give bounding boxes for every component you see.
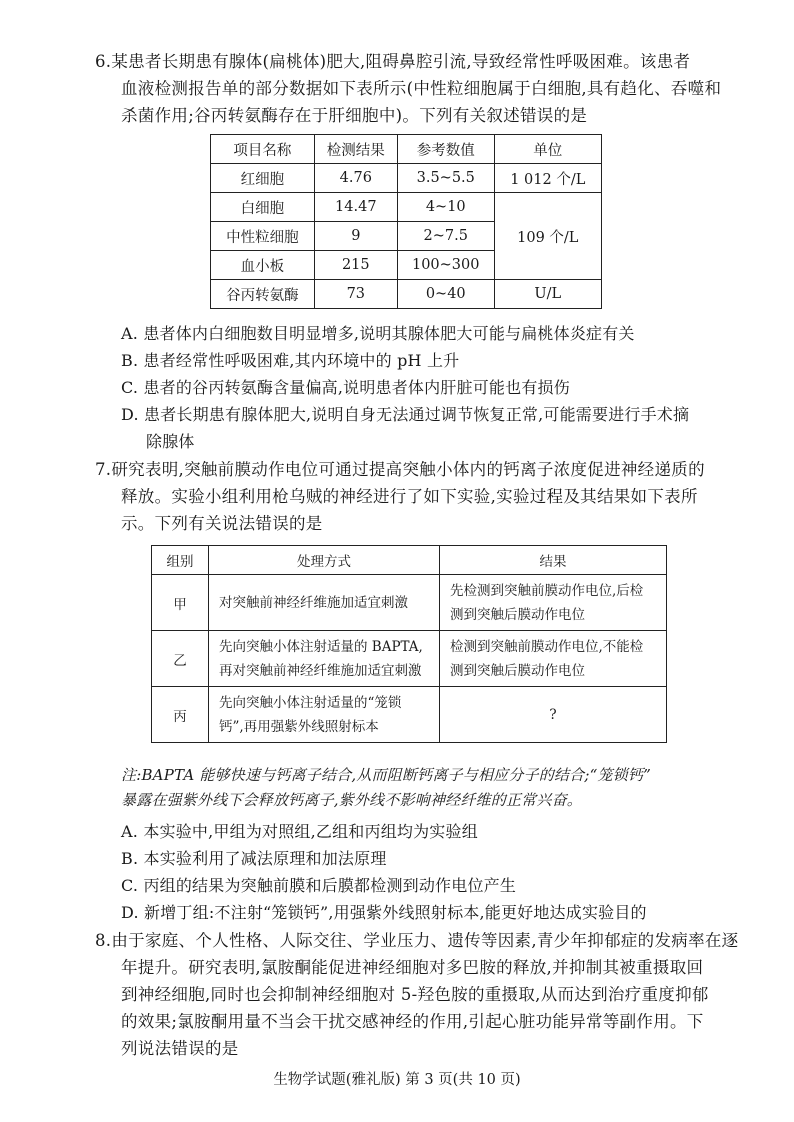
method-line: 对突触前神经纤维施加适宜刺激	[219, 594, 408, 611]
row-method	[209, 575, 440, 631]
q6-stem-line-1: 6.某患者长期患有腺体(扁桃体)肥大,阻碍鼻腔引流,导致经常性呼吸困难。该患者	[95, 52, 691, 71]
q8-stem-line-1: 8.由于家庭、个人性格、人际交往、学业压力、遗传等因素,青少年抑郁症的发病率在逐	[95, 931, 739, 950]
header-reference: 参考数值	[397, 135, 494, 164]
table-row	[152, 631, 667, 687]
row-result: 4.76	[314, 164, 397, 193]
q7-note-line-2: 暴露在强紫外线下会释放钙离子,紫外线不影响神经纤维的正常兴奋。	[121, 791, 582, 809]
blood-test-table	[210, 134, 602, 309]
row-result: 14.47	[314, 193, 397, 222]
q8-stem-line-2: 年提升。研究表明,氯胺酮能促进神经细胞对多巴胺的释放,并抑制其被重摄取回	[121, 958, 704, 977]
q6-option-d-cont: 除腺体	[146, 432, 195, 451]
header-group: 组别	[152, 546, 209, 575]
result-line: 测到突触后膜动作电位	[450, 662, 585, 679]
header-unit: 单位	[494, 135, 601, 164]
table-header-row	[211, 135, 602, 164]
row-unit: 109 个/L	[494, 193, 601, 280]
q6-stem-line-2: 血液检测报告单的部分数据如下表所示(中性粒细胞属于白细胞,具有趋化、吞噬和	[121, 79, 722, 98]
q7-option-d: D. 新增丁组:不注射“笼锁钙”,用强紫外线照射标本,能更好地达成实验目的	[121, 903, 647, 922]
header-item-name: 项目名称	[211, 135, 315, 164]
header-method: 处理方式	[209, 546, 440, 575]
row-name: 血小板	[211, 251, 315, 280]
q8-stem-line-5: 列说法错误的是	[121, 1039, 239, 1058]
header-result: 检测结果	[314, 135, 397, 164]
q7-stem-line-3: 示。下列有关说法错误的是	[121, 514, 323, 533]
table-row	[152, 575, 667, 631]
q7-stem-line-2: 释放。实验小组利用枪乌贼的神经进行了如下实验,实验过程及其结果如下表所	[121, 487, 698, 506]
q7-option-a: A. 本实验中,甲组为对照组,乙组和丙组均为实验组	[121, 822, 478, 841]
row-result	[440, 631, 667, 687]
row-unit: U/L	[494, 280, 601, 309]
row-reference: 0~40	[397, 280, 494, 309]
row-unit: 1 012 个/L	[494, 164, 601, 193]
q6-option-b: B. 患者经常性呼吸困难,其内环境中的 pH 上升	[121, 351, 460, 370]
result-line: 检测到突触前膜动作电位,不能检	[450, 638, 644, 655]
q6-option-c: C. 患者的谷丙转氨酶含量偏高,说明患者体内肝脏可能也有损伤	[121, 378, 570, 397]
row-name: 红细胞	[211, 164, 315, 193]
row-name: 中性粒细胞	[211, 222, 315, 251]
table-row	[211, 164, 602, 193]
experiment-table	[151, 545, 667, 743]
method-line: 先向突触小体注射适量的“笼锁	[219, 694, 402, 711]
row-group: 乙	[152, 631, 209, 687]
row-reference: 100~300	[397, 251, 494, 280]
q8-stem-line-4: 的效果;氯胺酮用量不当会干扰交感神经的作用,引起心脏功能异常等副作用。下	[121, 1012, 704, 1031]
q6-option-a: A. 患者体内白细胞数目明显增多,说明其腺体肥大可能与扁桃体炎症有关	[121, 324, 635, 343]
q8-stem-line-3: 到神经细胞,同时也会抑制神经细胞对 5-羟色胺的重摄取,从而达到治疗重度抑郁	[121, 985, 709, 1004]
row-name: 谷丙转氨酶	[211, 280, 315, 309]
row-result: ?	[440, 687, 667, 743]
header-result: 结果	[440, 546, 667, 575]
row-name: 白细胞	[211, 193, 315, 222]
page-footer: 生物学试题(雅礼版) 第 3 页(共 10 页)	[273, 1072, 521, 1088]
row-method	[209, 631, 440, 687]
q6-option-d: D. 患者长期患有腺体肥大,说明自身无法通过调节恢复正常,可能需要进行手术摘	[121, 405, 690, 424]
table-row	[211, 280, 602, 309]
row-method	[209, 687, 440, 743]
method-line: 再对突触前神经纤维施加适宜刺激	[219, 662, 422, 679]
row-reference: 4~10	[397, 193, 494, 222]
row-result: 215	[314, 251, 397, 280]
q7-stem-line-1: 7.研究表明,突触前膜动作电位可通过提高突触小体内的钙离子浓度促进神经递质的	[95, 460, 705, 479]
q7-note-line-1: 注:BAPTA 能够快速与钙离子结合,从而阻断钙离子与相应分子的结合;“笼锁钙”	[121, 766, 651, 784]
row-result: 73	[314, 280, 397, 309]
row-result	[440, 575, 667, 631]
result-line: 测到突触后膜动作电位	[450, 606, 585, 623]
method-line: 钙”,再用强紫外线照射标本	[219, 718, 379, 735]
method-line: 先向突触小体注射适量的 BAPTA,	[219, 638, 423, 655]
table-header-row	[152, 546, 667, 575]
table-row	[211, 193, 602, 222]
q7-option-b: B. 本实验利用了减法原理和加法原理	[121, 849, 387, 868]
row-group: 丙	[152, 687, 209, 743]
row-group: 甲	[152, 575, 209, 631]
q7-option-c: C. 丙组的结果为突触前膜和后膜都检测到动作电位产生	[121, 876, 517, 895]
result-line: 先检测到突触前膜动作电位,后检	[450, 582, 644, 599]
row-result: 9	[314, 222, 397, 251]
q6-stem-line-3: 杀菌作用;谷丙转氨酶存在于肝细胞中)。下列有关叙述错误的是	[121, 106, 588, 125]
table-row	[152, 687, 667, 743]
row-reference: 2~7.5	[397, 222, 494, 251]
row-reference: 3.5~5.5	[397, 164, 494, 193]
